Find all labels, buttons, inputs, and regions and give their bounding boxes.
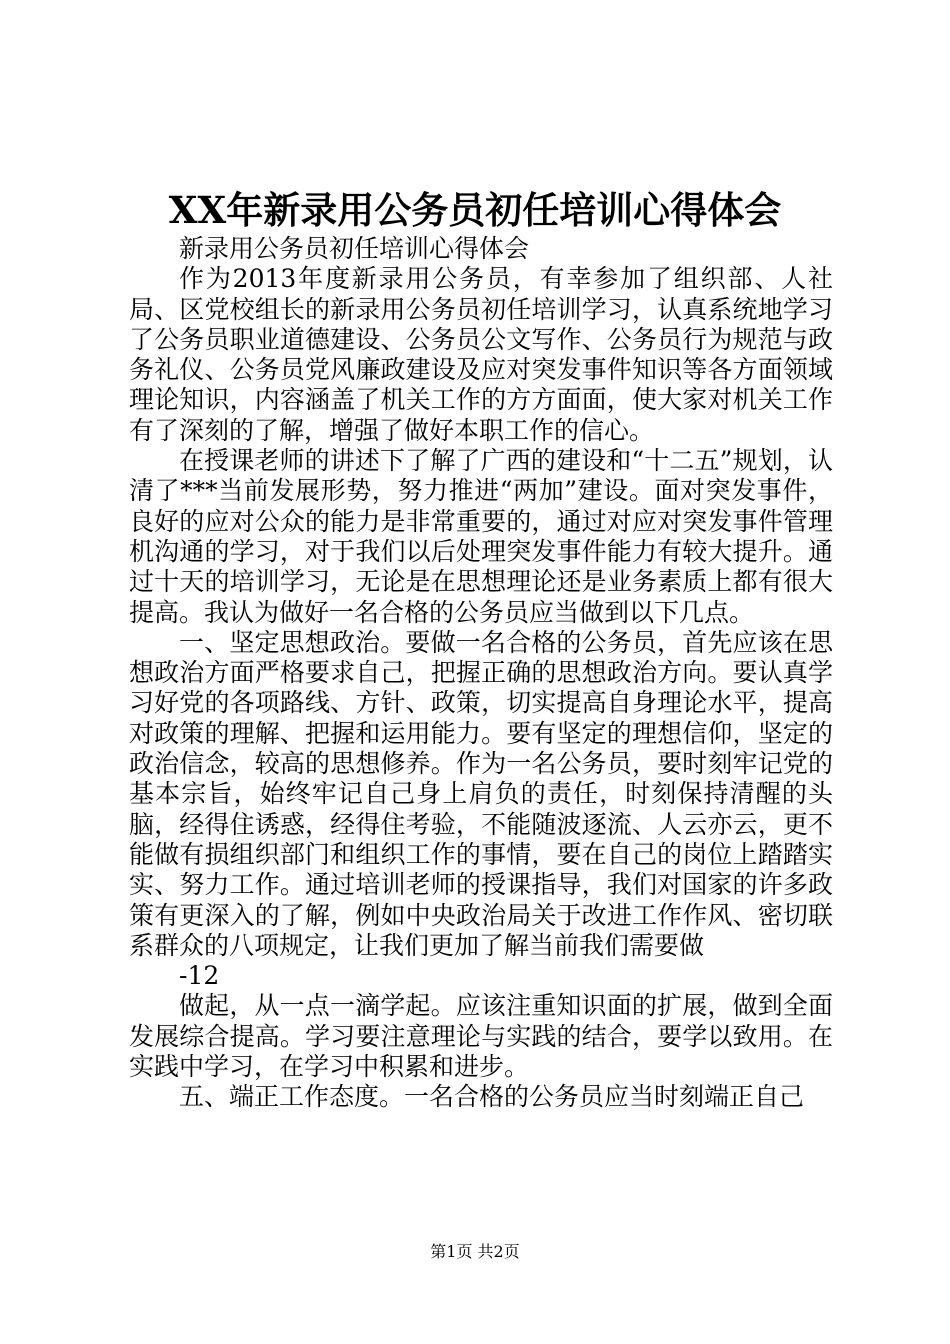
paragraph: 五、端正工作态度。一名合格的公务员应当时刻端正自己 [179, 1082, 805, 1112]
document-body [129, 234, 833, 1113]
paragraph: 在授课老师的讲述下了解了广西的建设和“十二五”规划，认清了***当前发展形势，努力推进“两加”建设。面对突发事件，良好的应对公众的能力是非常重要的，通过对应对突发事件管理机沟通的学习，对于我们以后处理突发事件能力有较大提升。通过十天的培训学习，无论是在思想理论还是业务素质上都有很大提高。我认为做好一名合格的公务员应当做到以下几点。 [129, 446, 833, 627]
page-marker: -12 [179, 961, 220, 991]
paragraph: 做起，从一点一滴学起。应该注重知识面的扩展，做到全面发展综合提高。学习要注意理论与实践的结合，要学以致用。在实践中学习，在学习中积累和进步。 [129, 991, 833, 1082]
document-title: XX年新录用公务员初任培训心得体会 [168, 188, 782, 232]
paragraph: 一、坚定思想政治。要做一名合格的公务员，首先应该在思想政治方面严格要求自己，把握正确的思想政治方向。要认真学习好党的各项路线、方针、政策，切实提高自身理论水平，提高对政策的理解、把握和运用能力。要有坚定的理想信仰，坚定的政治信念，较高的思想修养。作为一名公务员，要时刻牢记党的基本宗旨，始终牢记自己身上肩负的责任，时刻保持清醒的头脑，经得住诱惑，经得住考验，不能随波逐流、人云亦云，更不能做有损组织部门和组织工作的事情，要在自己的岗位上踏踏实实、努力工作。通过培训老师的授课指导，我们对国家的许多政策有更深入的了解，例如中央政治局关于改进工作作风、密切联系群众的八项规定，让我们更加了解当前我们需要做 [129, 627, 833, 960]
paragraph-subtitle: 新录用公务员初任培训心得体会 [179, 234, 530, 263]
page-footer: 第1页 共2页 [430, 1242, 520, 1261]
paragraph: 作为2013年度新录用公务员，有幸参加了组织部、人社局、区党校组长的新录用公务员初任培训学习，认真系统地学习了公务员职业道德建设、公务员公文写作、公务员行为规范与政务礼仪、公务员党风廉政建设及应对突发事件知识等各方面领域理论知识，内容涵盖了机关工作的方方面面，使大家对机关工作有了深刻的了解，增强了做好本职工作的信心。 [129, 264, 833, 445]
